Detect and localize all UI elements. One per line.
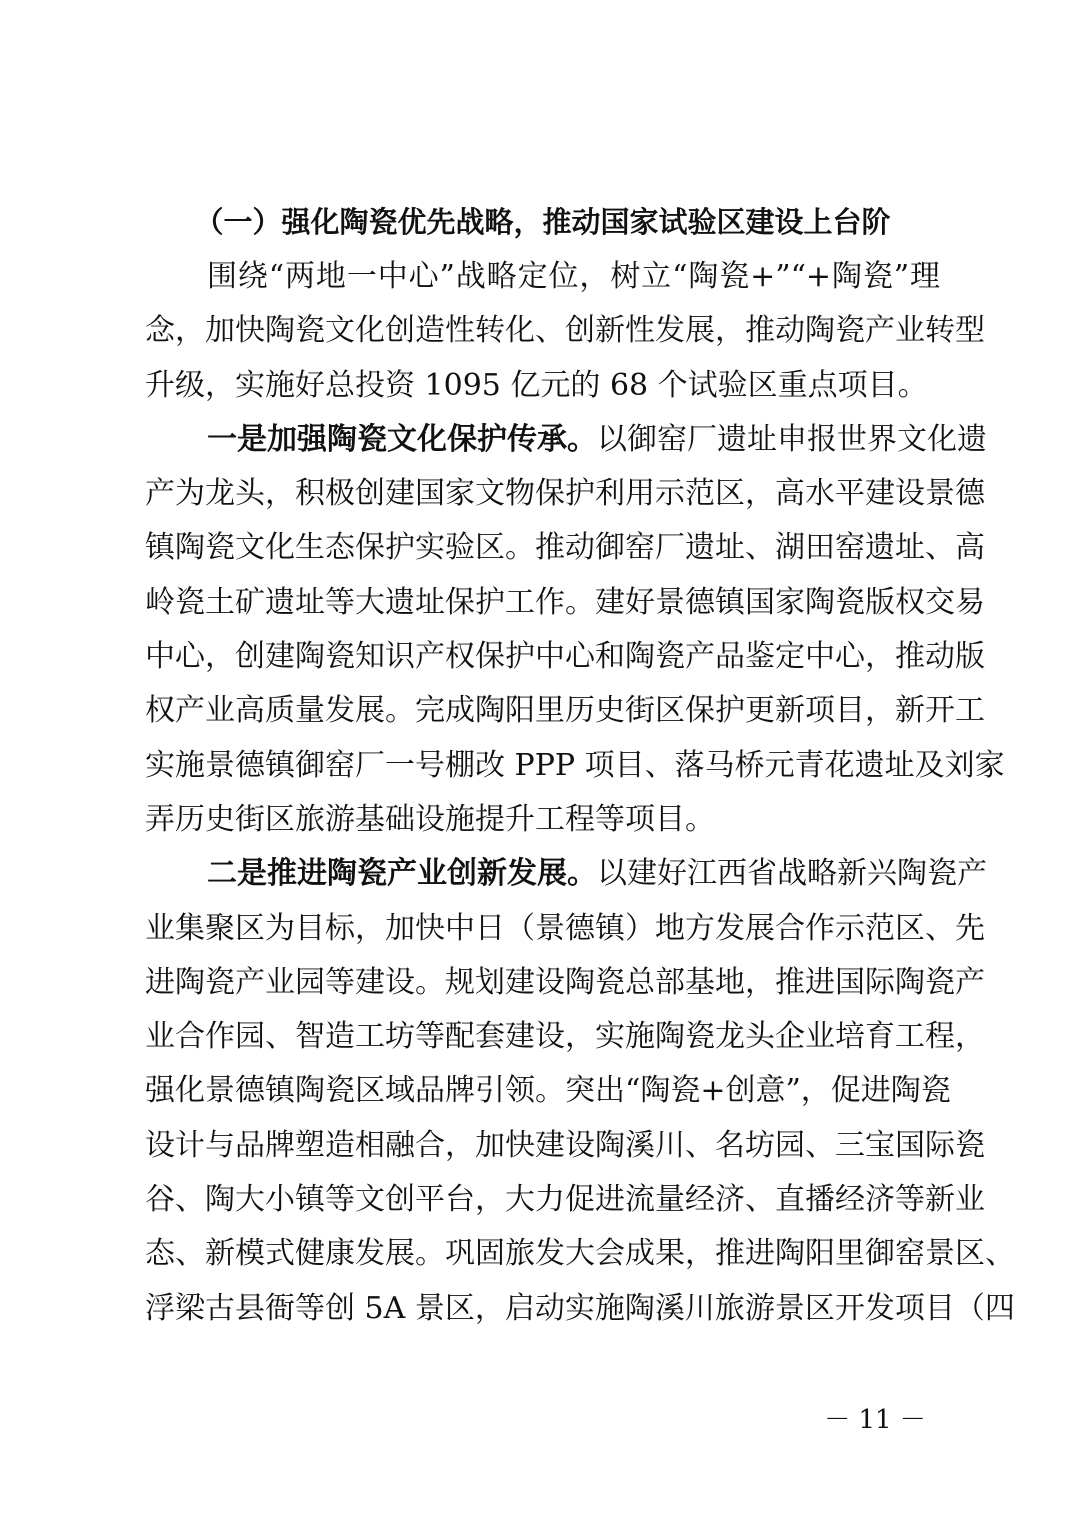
paragraph-line: 谷、陶大小镇等文创平台，大力促进流量经济、直播经济等新业 xyxy=(145,1182,985,1218)
paragraph-line: 态、新模式健康发展。巩固旅发大会成果，推进陶阳里御窑景区、 xyxy=(145,1236,1015,1272)
paragraph-line: 一是加强陶瓷文化保护传承。以御窑厂遗址申报世界文化遗 xyxy=(207,421,987,457)
paragraph-line: 设计与品牌塑造相融合，加快建设陶溪川、名坊园、三宝国际瓷 xyxy=(145,1127,985,1163)
paragraph-line: 中心，创建陶瓷知识产权保护中心和陶瓷产品鉴定中心，推动版 xyxy=(145,639,985,675)
paragraph-line: 权产业高质量发展。完成陶阳里历史街区保护更新项目，新开工 xyxy=(145,693,985,729)
section-heading: （一）强化陶瓷优先战略，推动国家试验区建设上台阶 xyxy=(194,205,891,239)
paragraph-line: 强化景德镇陶瓷区域品牌引领。突出“陶瓷+创意”，促进陶瓷 xyxy=(145,1073,951,1109)
paragraph-line: 浮梁古县衙等创 5A 景区，启动实施陶溪川旅游景区开发项目（四 xyxy=(145,1290,1015,1326)
paragraph-line: 弄历史街区旅游基础设施提升工程等项目。 xyxy=(145,801,715,837)
paragraph-lead: 一是加强陶瓷文化保护传承。 xyxy=(207,421,597,457)
paragraph-line: 业集聚区为目标，加快中日（景德镇）地方发展合作示范区、先 xyxy=(145,910,985,946)
document-body xyxy=(145,250,1015,1336)
paragraph-line: 岭瓷土矿遗址等大遗址保护工作。建好景德镇国家陶瓷版权交易 xyxy=(145,584,985,620)
paragraph-line: 进陶瓷产业园等建设。规划建设陶瓷总部基地，推进国际陶瓷产 xyxy=(145,964,985,1000)
paragraph-line: 念，加快陶瓷文化创造性转化、创新性发展，推动陶瓷产业转型 xyxy=(145,313,985,349)
paragraph-line: 镇陶瓷文化生态保护实验区。推动御窑厂遗址、湖田窑遗址、高 xyxy=(145,530,985,566)
paragraph-line: 实施景德镇御窑厂一号棚改 PPP 项目、落马桥元青花遗址及刘家 xyxy=(145,747,1005,783)
paragraph-line: 产为龙头，积极创建国家文物保护利用示范区，高水平建设景德 xyxy=(145,476,985,512)
paragraph-lead: 二是推进陶瓷产业创新发展。 xyxy=(207,856,597,892)
paragraph-line: 升级，实施好总投资 1095 亿元的 68 个试验区重点项目。 xyxy=(145,367,928,403)
paragraph-line: 围绕“两地一中心”战略定位，树立“陶瓷+”“+陶瓷”理 xyxy=(207,259,940,294)
paragraph-line: 业合作园、智造工坊等配套建设，实施陶瓷龙头企业培育工程， xyxy=(145,1019,985,1055)
paragraph-line: 二是推进陶瓷产业创新发展。以建好江西省战略新兴陶瓷产 xyxy=(207,856,987,892)
page-number: － 11 － xyxy=(824,1405,926,1435)
